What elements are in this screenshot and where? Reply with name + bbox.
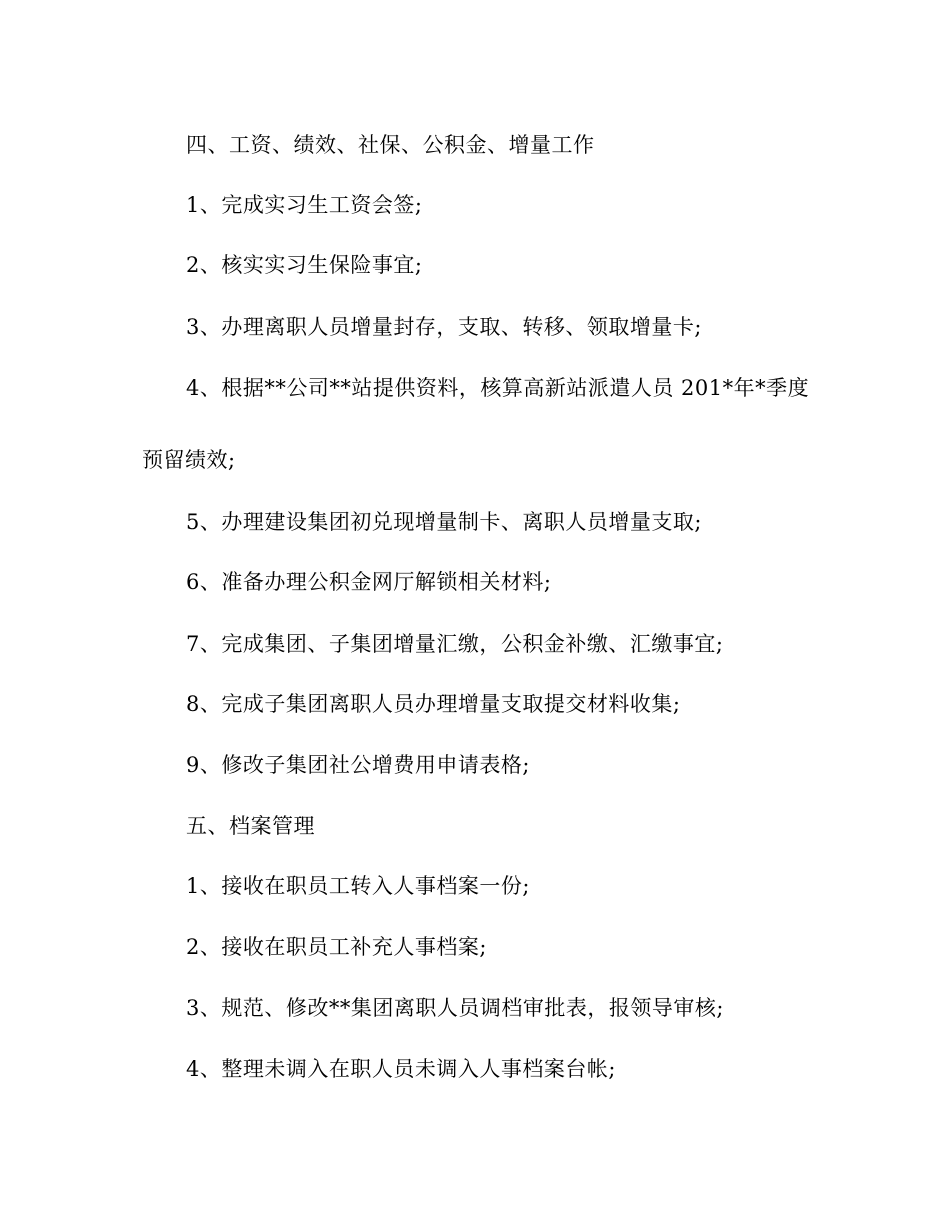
list-item: 1、完成实习生工资会签; — [186, 193, 423, 217]
list-item: 4、根据**公司**站提供资料，核算高新站派遣人员 201*年*季度 — [186, 376, 810, 400]
list-item: 6、准备办理公积金网厅解锁相关材料; — [186, 570, 552, 594]
list-item: 9、修改子集团社公增费用申请表格; — [186, 753, 530, 777]
section-heading-5: 五、档案管理 — [186, 814, 315, 838]
list-item: 3、办理离职人员增量封存，支取、转移、领取增量卡; — [186, 315, 702, 339]
list-item: 1、接收在职员工转入人事档案一份; — [186, 874, 530, 898]
list-item: 4、整理未调入在职人员未调入人事档案台帐; — [186, 1057, 616, 1081]
list-item: 3、规范、修改**集团离职人员调档审批表，报领导审核; — [186, 996, 724, 1020]
list-item: 7、完成集团、子集团增量汇缴，公积金补缴、汇缴事宜; — [186, 632, 724, 656]
list-item: 2、核实实习生保险事宜; — [186, 253, 423, 277]
list-item-continuation: 预留绩效; — [142, 448, 236, 472]
section-heading-4: 四、工资、绩效、社保、公积金、增量工作 — [186, 133, 595, 157]
list-item: 8、完成子集团离职人员办理增量支取提交材料收集; — [186, 692, 681, 716]
list-item: 2、接收在职员工补充人事档案; — [186, 935, 487, 959]
list-item: 5、办理建设集团初兑现增量制卡、离职人员增量支取; — [186, 510, 702, 534]
